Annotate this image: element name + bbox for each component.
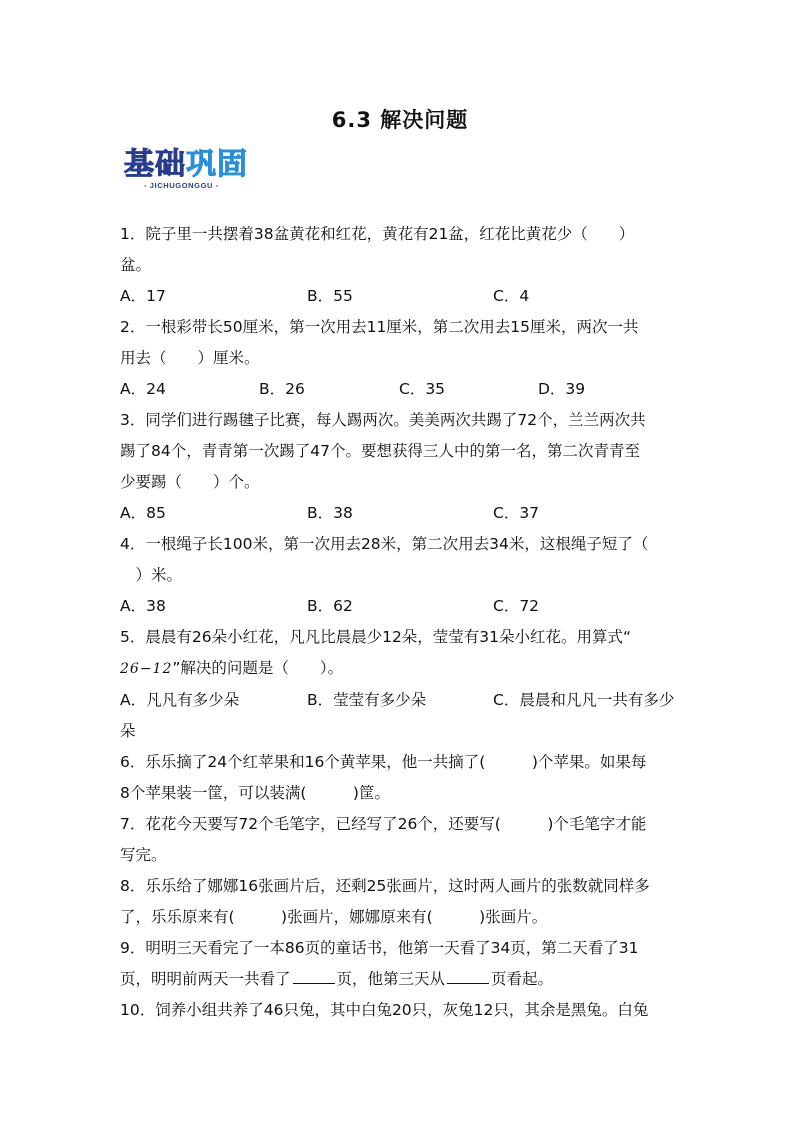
question-list: [120, 219, 686, 1026]
question-text: 了，乐乐原来有( )张画片，娜娜原来有( )张画片。: [120, 908, 548, 926]
question-text: ）米。: [120, 566, 183, 584]
question-text: 盆。: [120, 256, 152, 274]
option-a[interactable]: A．85: [120, 504, 166, 522]
option-c[interactable]: C．晨晨和凡凡一共有多少: [493, 691, 675, 709]
question-text: 26−12”解决的问题是（ ）。: [120, 659, 344, 677]
options: [120, 498, 686, 529]
question-text: 6．乐乐摘了24个红苹果和16个黄苹果，他一共摘了( )个苹果。如果每: [120, 753, 647, 771]
question-10: [120, 995, 686, 1026]
question-text: 9．明明三天看完了一本86页的童话书，他第一天看了34页，第二天看了31: [120, 939, 639, 957]
question-text: 少要踢（ ）个。: [120, 473, 260, 491]
options: [120, 281, 686, 312]
question-3: [120, 405, 686, 529]
question-text: 踢了84个，青青第一次踢了47个。要想获得三人中的第一名，第二次青青至: [120, 442, 640, 460]
option-b[interactable]: B．62: [307, 597, 353, 615]
question-text: 8个苹果装一筐，可以装满( )筐。: [120, 784, 390, 802]
option-c-continued: 朵: [120, 722, 136, 740]
formula: 26−12: [120, 661, 173, 677]
answer-blank[interactable]: [447, 968, 489, 985]
question-text: 2．一根彩带长50厘米，第一次用去11厘米，第二次用去15厘米，两次一共: [120, 318, 639, 336]
question-text: 5．晨晨有26朵小红花，凡凡比晨晨少12朵，莹莹有31朵小红花。用算式“: [120, 628, 632, 646]
question-text: 10．饲养小组共养了46只兔，其中白兔20只，灰兔12只，其余是黑兔。白兔: [120, 1001, 649, 1019]
question-5: [120, 622, 686, 747]
option-c[interactable]: C．35: [399, 380, 446, 398]
option-b[interactable]: B．莹莹有多少朵: [307, 691, 427, 709]
question-7: [120, 809, 686, 871]
option-c[interactable]: C．72: [493, 597, 540, 615]
option-c[interactable]: C．4: [493, 287, 530, 305]
question-8: [120, 871, 686, 933]
answer-blank[interactable]: [293, 968, 335, 985]
option-a[interactable]: A．38: [120, 597, 166, 615]
question-text: 4．一根绳子长100米，第一次用去28米，第二次用去34米，这根绳子短了（: [120, 535, 649, 553]
question-4: [120, 529, 686, 622]
question-text: 写完。: [120, 846, 167, 864]
question-text: 8．乐乐给了娜娜16张画片后，还剩25张画片，这时两人画片的张数就同样多: [120, 877, 650, 895]
option-b[interactable]: B．38: [307, 504, 353, 522]
question-9: [120, 933, 686, 995]
question-6: [120, 747, 686, 809]
options: [120, 374, 686, 405]
question-text: 用去（ ）厘米。: [120, 349, 260, 367]
logo-text: 基础巩固: [124, 147, 248, 182]
question-1: [120, 219, 686, 312]
option-c[interactable]: C．37: [493, 504, 540, 522]
option-b[interactable]: B．55: [307, 287, 353, 305]
question-text: 页，明明前两天一共看了 页，他第三天从 页看起。: [120, 964, 686, 995]
logo-subtitle: - JICHUGONGGU -: [144, 181, 219, 190]
question-text: 3．同学们进行踢毽子比赛，每人踢两次。美美两次共踢了72个，兰兰两次共: [120, 411, 646, 429]
option-a[interactable]: A．24: [120, 380, 166, 398]
option-d[interactable]: D．39: [538, 380, 586, 398]
option-b[interactable]: B．26: [259, 380, 305, 398]
options: [120, 591, 686, 622]
question-text: 1．院子里一共摆着38盆黄花和红花，黄花有21盆，红花比黄花少（ ）: [120, 225, 635, 243]
page-title: 6.3 解决问题: [331, 108, 469, 132]
option-a[interactable]: A．凡凡有多少朵: [120, 691, 240, 709]
option-a[interactable]: A．17: [120, 287, 166, 305]
section-logo: [124, 148, 269, 196]
options: [120, 685, 686, 716]
question-text: 7．花花今天要写72个毛笔字，已经写了26个，还要写( )个毛笔字才能: [120, 815, 647, 833]
question-2: [120, 312, 686, 405]
